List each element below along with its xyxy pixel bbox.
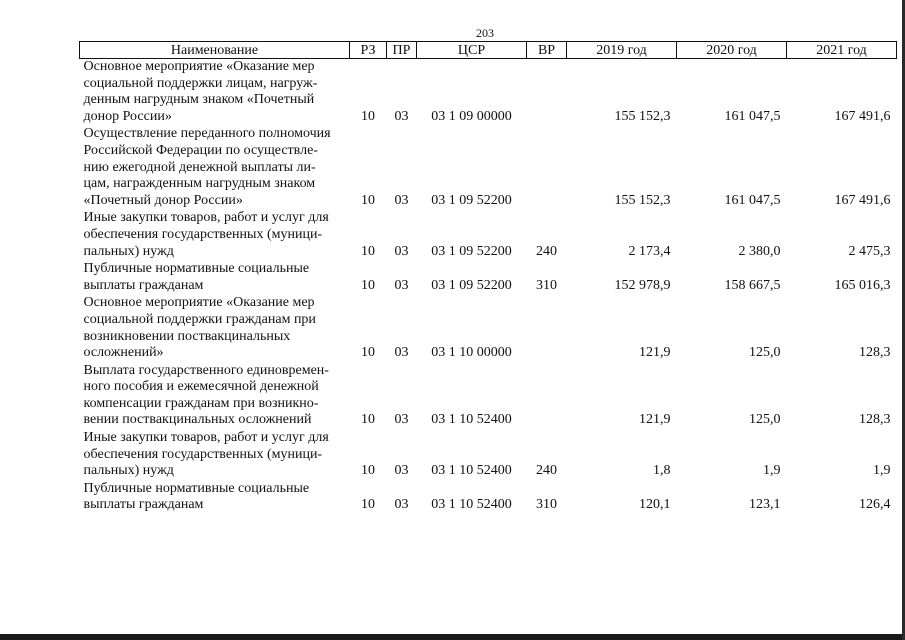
row-year-2020: 125,0 <box>749 345 781 361</box>
table-row <box>80 210 897 261</box>
row-name-line: Иные закупки товаров, работ и услуг для <box>83 430 329 446</box>
row-rz: 10 <box>361 463 375 479</box>
row-year-2021: 128,3 <box>859 412 891 428</box>
row-year-2019: 121,9 <box>639 412 671 428</box>
row-vr: 240 <box>536 463 557 479</box>
row-name-line: выплаты гражданам <box>83 497 204 513</box>
row-name-line: вении поствакцинальных осложнений <box>83 412 312 428</box>
row-vr: 310 <box>536 497 557 513</box>
row-year-2020: 123,1 <box>749 497 781 513</box>
row-rz: 10 <box>361 412 375 428</box>
row-name-line: денным нагрудным знаком «Почетный <box>83 92 315 108</box>
row-name-line: выплаты гражданам <box>83 277 204 293</box>
row-year-2019: 152 978,9 <box>614 277 671 293</box>
row-year-2020: 2 380,0 <box>738 243 781 259</box>
row-vr: 240 <box>536 243 557 259</box>
row-year-2020: 125,0 <box>749 412 781 428</box>
header-csr: ЦСР <box>417 42 527 59</box>
row-name-line: осложнений» <box>83 345 164 361</box>
row-name-line: Российской Федерации по осуществле- <box>83 142 318 158</box>
row-year-2021: 167 491,6 <box>834 108 891 124</box>
row-name-line: ного пособия и ежемесячной денежной <box>83 379 319 395</box>
row-pr: 03 <box>394 463 409 479</box>
table-body <box>80 59 897 516</box>
table-row <box>80 363 897 430</box>
table-row <box>80 430 897 481</box>
row-csr: 03 1 09 52200 <box>431 192 512 208</box>
row-year-2021: 126,4 <box>859 497 891 513</box>
page-number: 203 <box>476 26 494 40</box>
row-csr: 03 1 10 52400 <box>431 497 512 513</box>
row-vr <box>527 295 567 362</box>
row-year-2021: 165 016,3 <box>834 277 891 293</box>
row-vr <box>527 363 567 430</box>
row-csr: 03 1 10 00000 <box>431 345 512 361</box>
row-rz: 10 <box>361 108 375 124</box>
row-name <box>80 59 350 127</box>
table-row <box>80 59 897 127</box>
table-row <box>80 481 897 515</box>
header-year-2021: 2021 год <box>787 42 897 59</box>
header-rz: РЗ <box>350 42 387 59</box>
row-pr: 03 <box>394 108 409 124</box>
row-year-2019: 155 152,3 <box>614 108 671 124</box>
row-pr: 03 <box>394 497 409 513</box>
row-year-2021: 1,9 <box>873 463 891 479</box>
row-rz: 10 <box>361 243 375 259</box>
row-year-2020: 1,9 <box>763 463 781 479</box>
row-csr: 03 1 09 00000 <box>431 108 512 124</box>
row-name-line: Иные закупки товаров, работ и услуг для <box>83 210 329 226</box>
header-name: Наименование <box>80 42 350 59</box>
budget-table <box>79 41 897 515</box>
row-vr <box>527 59 567 127</box>
row-csr: 03 1 10 52400 <box>431 463 512 479</box>
row-name-line: Осуществление переданного полномочия <box>83 126 331 142</box>
row-name-line: Выплата государственного единовремен- <box>83 362 329 378</box>
row-rz: 10 <box>361 277 375 293</box>
row-pr: 03 <box>394 345 409 361</box>
row-name <box>80 295 350 362</box>
row-pr: 03 <box>394 412 409 428</box>
row-name-line: Публичные нормативные социальные <box>83 480 310 496</box>
row-name-line: Основное мероприятие «Оказание мер <box>83 59 315 74</box>
row-year-2019: 120,1 <box>639 497 671 513</box>
row-name-line: социальной поддержки лицам, нагруж- <box>83 75 318 91</box>
row-rz: 10 <box>361 345 375 361</box>
row-rz: 10 <box>361 192 375 208</box>
header-row <box>80 42 897 59</box>
row-name-line: социальной поддержки гражданам при <box>83 311 316 327</box>
row-pr: 03 <box>394 243 409 259</box>
header-pr: ПР <box>387 42 417 59</box>
row-pr: 03 <box>394 192 409 208</box>
row-vr <box>527 126 567 210</box>
row-name-line: возникновении поствакцинальных <box>83 328 291 344</box>
header-year-2020: 2020 год <box>677 42 787 59</box>
header-year-2019: 2019 год <box>567 42 677 59</box>
row-year-2020: 161 047,5 <box>724 192 781 208</box>
row-name-line: «Почетный донор России» <box>83 192 243 208</box>
row-name-line: Основное мероприятие «Оказание мер <box>83 295 315 311</box>
table-row <box>80 295 897 362</box>
row-year-2021: 167 491,6 <box>834 192 891 208</box>
row-name <box>80 430 350 481</box>
row-year-2021: 2 475,3 <box>848 243 891 259</box>
scan-bottom-edge <box>0 634 905 640</box>
row-rz: 10 <box>361 497 375 513</box>
row-year-2020: 158 667,5 <box>724 277 781 293</box>
row-year-2020: 161 047,5 <box>724 108 781 124</box>
row-name-line: компенсации гражданам при возникно- <box>83 395 319 411</box>
table-row <box>80 126 897 210</box>
row-pr: 03 <box>394 277 409 293</box>
row-name-line: донор России» <box>83 108 172 124</box>
table-row <box>80 261 897 295</box>
row-name-line: Публичные нормативные социальные <box>83 261 310 277</box>
row-csr: 03 1 09 52200 <box>431 243 512 259</box>
row-name-line: пальных) нужд <box>83 243 174 259</box>
row-year-2019: 121,9 <box>639 345 671 361</box>
row-name <box>80 210 350 261</box>
row-year-2019: 155 152,3 <box>614 192 671 208</box>
row-name-line: цам, награжденным нагрудным знаком <box>83 176 316 192</box>
row-name-line: нию ежегодной денежной выплаты ли- <box>83 159 316 175</box>
row-name <box>80 481 350 515</box>
row-name-line: обеспечения государственных (муници- <box>83 226 323 242</box>
row-name-line: пальных) нужд <box>83 463 174 479</box>
row-name <box>80 261 350 295</box>
table-header <box>80 42 897 59</box>
row-name <box>80 126 350 210</box>
row-csr: 03 1 10 52400 <box>431 412 512 428</box>
row-year-2019: 2 173,4 <box>628 243 671 259</box>
row-year-2019: 1,8 <box>653 463 671 479</box>
header-vr: ВР <box>527 42 567 59</box>
row-year-2021: 128,3 <box>859 345 891 361</box>
row-name <box>80 363 350 430</box>
row-csr: 03 1 09 52200 <box>431 277 512 293</box>
row-name-line: обеспечения государственных (муници- <box>83 446 323 462</box>
row-vr: 310 <box>536 277 557 293</box>
